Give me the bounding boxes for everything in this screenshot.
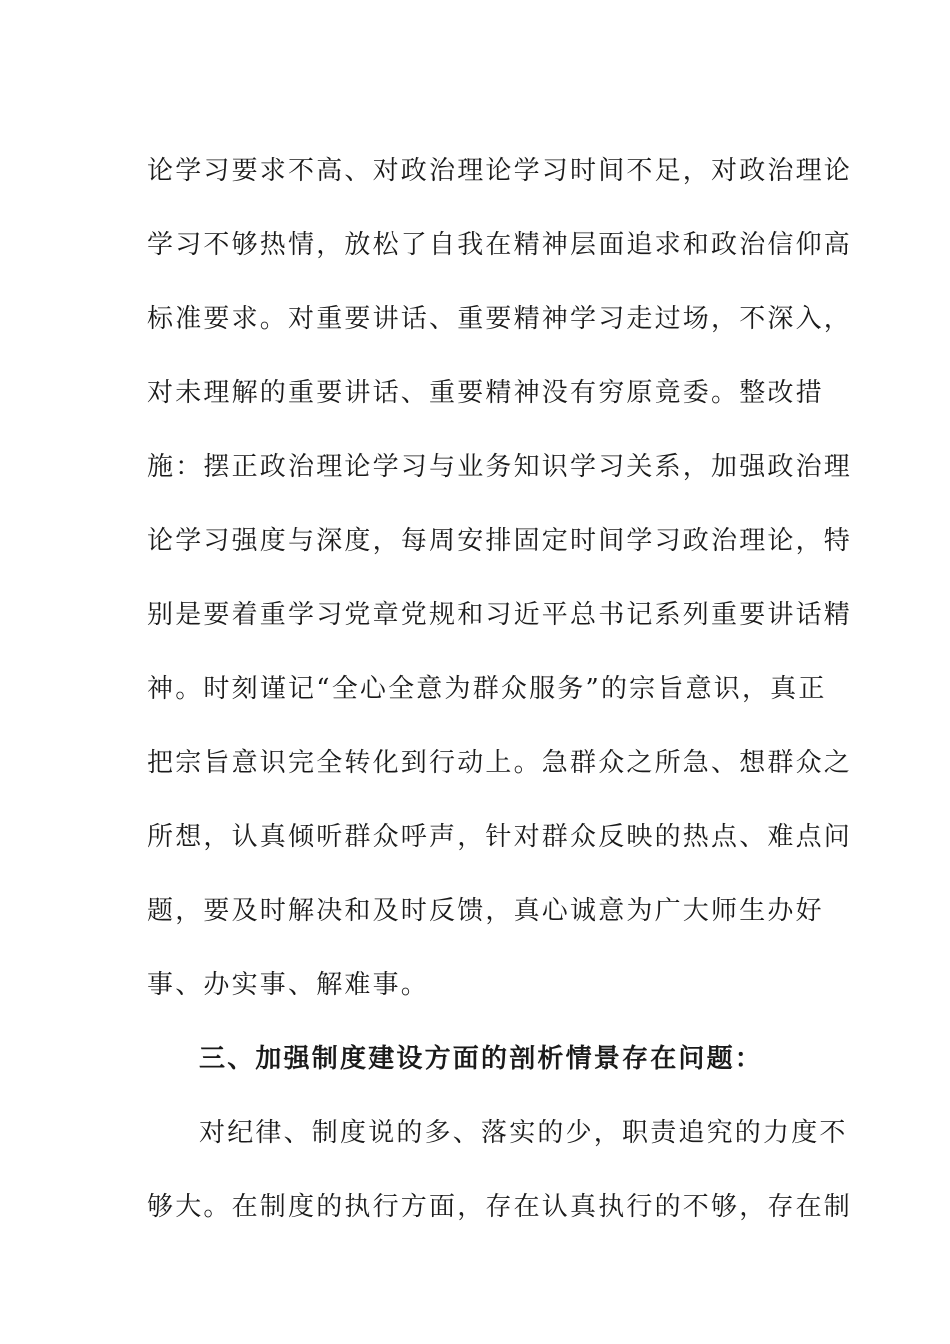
text-line: 对未理解的重要讲话、重要精神没有穷原竟委。整改措 bbox=[147, 378, 824, 408]
text-line: 学习不够热情，放松了自我在精神层面追求和政治信仰高 bbox=[147, 230, 853, 260]
text-line: 论学习强度与深度，每周安排固定时间学习政治理论，特 bbox=[147, 526, 853, 556]
text-line: 施：摆正政治理论学习与业务知识学习关系，加强政治理 bbox=[147, 452, 853, 482]
text-line: 所想，认真倾听群众呼声，针对群众反映的热点、难点问 bbox=[147, 822, 853, 852]
text-line: 题，要及时解决和及时反馈，真心诚意为广大师生办好 bbox=[147, 896, 824, 926]
section-heading: 三、加强制度建设方面的剖析情景存在问题： bbox=[199, 1044, 764, 1074]
text-line: 事、办实事、解难事。 bbox=[147, 970, 430, 1000]
text-line: 标准要求。对重要讲话、重要精神学习走过场，不深入， bbox=[147, 304, 853, 334]
document-body bbox=[147, 134, 853, 1244]
text-line: 神。时刻谨记“全心全意为群众服务”的宗旨意识，真正 bbox=[147, 674, 827, 704]
text-line: 对纪律、制度说的多、落实的少，职责追究的力度不 bbox=[199, 1118, 848, 1148]
text-line: 把宗旨意识完全转化到行动上。急群众之所急、想群众之 bbox=[147, 748, 853, 778]
text-line: 论学习要求不高、对政治理论学习时间不足，对政治理论 bbox=[147, 156, 853, 186]
text-line: 够大。在制度的执行方面，存在认真执行的不够，存在制 bbox=[147, 1192, 853, 1222]
text-line: 别是要着重学习党章党规和习近平总书记系列重要讲话精 bbox=[147, 600, 853, 630]
